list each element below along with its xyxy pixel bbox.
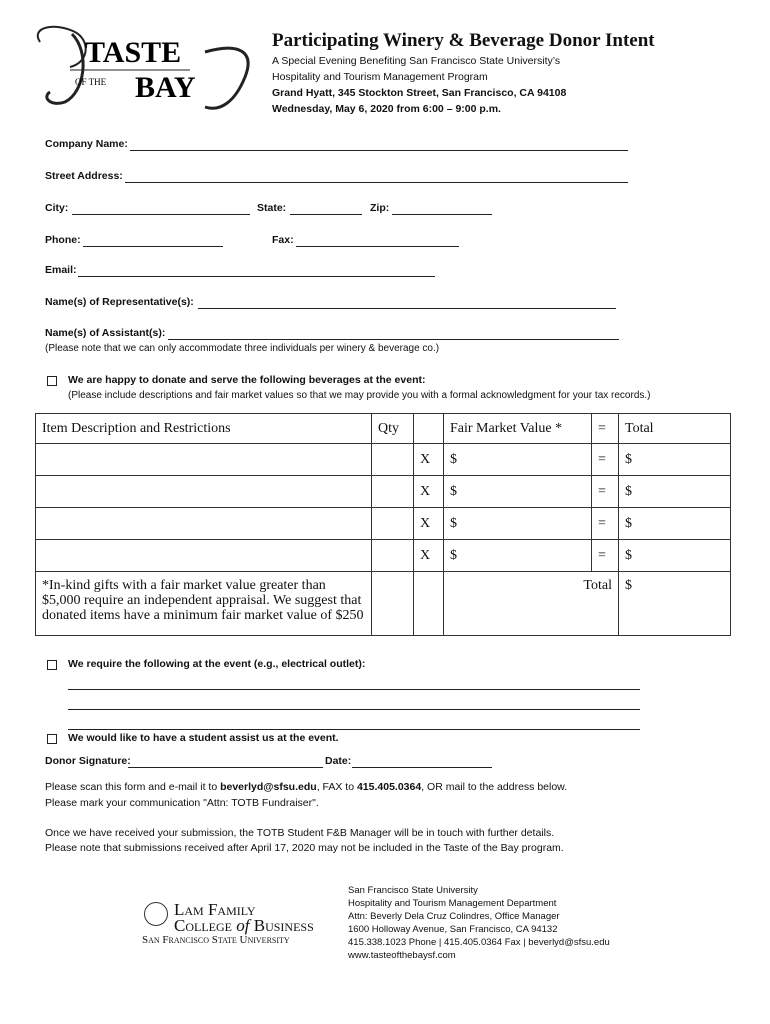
table-header-row <box>36 414 731 444</box>
representatives-field[interactable] <box>198 296 616 309</box>
state-field[interactable] <box>290 202 362 215</box>
qty-cell[interactable] <box>372 540 414 572</box>
fax-label: Fax: <box>272 234 294 246</box>
contact-fax-number: 415.405.0364 <box>356 781 422 793</box>
times-cell: X <box>414 508 444 540</box>
city-field[interactable] <box>72 202 250 215</box>
contact-line: 1600 Holloway Avenue, San Francisco, CA 94132 <box>348 924 558 935</box>
total-label: Total <box>444 572 619 636</box>
lam-college: College <box>174 916 237 935</box>
email-label: Email: <box>45 264 77 276</box>
header-equals: = <box>592 414 619 444</box>
qty-cell[interactable] <box>372 444 414 476</box>
require-line-1[interactable] <box>68 677 640 690</box>
header-qty: Qty <box>372 414 414 444</box>
equals-cell: = <box>592 444 619 476</box>
table-row <box>36 540 731 572</box>
contact-block <box>348 884 610 962</box>
total-cell[interactable]: $ <box>619 444 731 476</box>
assistants-field[interactable] <box>168 327 619 340</box>
donate-checkbox[interactable] <box>47 376 57 386</box>
header-total: Total <box>619 414 731 444</box>
donate-label: We are happy to donate and serve the following beverages at the event: <box>68 374 426 386</box>
table-row <box>36 476 731 508</box>
phone-field[interactable] <box>83 234 223 247</box>
lam-of: of <box>236 916 250 935</box>
phone-label: Phone: <box>45 234 81 246</box>
assistants-label: Name(s) of Assistant(s): <box>45 327 166 339</box>
page-title: Participating Winery & Beverage Donor Intent <box>272 30 655 51</box>
instructions-fax-text: , FAX to <box>316 781 357 793</box>
event-date: Wednesday, May 6, 2020 from 6:00 – 9:00 p.m. <box>272 103 501 115</box>
equals-cell: = <box>592 476 619 508</box>
donate-note: (Please include descriptions and fair market values so that we may provide you with a formal acknowledgment for your tax records.) <box>68 390 651 401</box>
item-description-cell[interactable] <box>36 444 372 476</box>
total-cell[interactable]: $ <box>619 508 731 540</box>
equals-cell: = <box>592 508 619 540</box>
times-cell: X <box>414 540 444 572</box>
qty-cell[interactable] <box>372 508 414 540</box>
date-label: Date: <box>325 755 352 767</box>
zip-field[interactable] <box>392 202 492 215</box>
logo-of-the: OF THE <box>75 77 107 87</box>
assistants-note: (Please note that we can only accommodate three individuals per winery & beverage co.) <box>45 343 440 354</box>
qty-total-cell <box>372 572 414 636</box>
grand-total-cell[interactable]: $ <box>619 572 731 636</box>
company-field[interactable] <box>130 138 628 151</box>
sfsu-seal-icon <box>144 902 168 926</box>
lam-line-1: Lam Family <box>174 900 256 919</box>
times-total-cell <box>414 572 444 636</box>
table-total-row <box>36 572 731 636</box>
email-field[interactable] <box>78 264 435 277</box>
contact-line: Attn: Beverly Dela Cruz Colindres, Office Manager <box>348 911 560 922</box>
student-label: We would like to have a student assist us at the event. <box>68 732 339 744</box>
city-label: City: <box>45 202 69 214</box>
fax-field[interactable] <box>296 234 459 247</box>
subtitle-benefit: A Special Evening Benefiting San Francisco State University’s <box>272 55 561 67</box>
student-checkbox[interactable] <box>47 734 57 744</box>
header-fair-market-value: Fair Market Value * <box>444 414 592 444</box>
header-item-description: Item Description and Restrictions <box>36 414 372 444</box>
contact-email-link[interactable]: beverlyd@sfsu.edu <box>220 781 317 793</box>
item-description-cell[interactable] <box>36 540 372 572</box>
instructions-followup: Once we have received your submission, the TOTB Student F&B Manager will be in touch with further details. <box>45 827 555 839</box>
require-line-2[interactable] <box>68 697 640 710</box>
state-label: State: <box>257 202 287 214</box>
value-cell[interactable]: $ <box>444 444 592 476</box>
company-label: Company Name: <box>45 138 128 150</box>
total-cell[interactable]: $ <box>619 540 731 572</box>
instructions-mail-text: , OR mail to the address below. <box>421 781 568 793</box>
instructions-deadline: Please note that submissions received after April 17, 2020 may not be included in the Taste of the Bay program. <box>45 842 564 854</box>
item-description-cell[interactable] <box>36 508 372 540</box>
require-line-3[interactable] <box>68 717 640 730</box>
appraisal-footnote: *In-kind gifts with a fair market value greater than $5,000 require an independent appraisal. We suggest that donated items have a minimum fair market value of $250 <box>36 572 372 636</box>
value-cell[interactable]: $ <box>444 540 592 572</box>
times-cell: X <box>414 444 444 476</box>
donation-table <box>35 413 731 636</box>
instructions-attn: Please mark your communication "Attn: TOTB Fundraiser". <box>45 797 319 809</box>
instructions-line-1 <box>45 780 567 795</box>
subtitle-program: Hospitality and Tourism Management Program <box>272 71 488 83</box>
venue-address: Grand Hyatt, 345 Stockton Street, San Francisco, CA 94108 <box>272 87 567 99</box>
equals-cell: = <box>592 540 619 572</box>
value-cell[interactable]: $ <box>444 508 592 540</box>
contact-website[interactable]: www.tasteofthebaysf.com <box>348 950 456 961</box>
date-field[interactable] <box>352 755 492 768</box>
require-label: We require the following at the event (e.g., electrical outlet): <box>68 658 366 670</box>
table-row <box>36 444 731 476</box>
item-description-cell[interactable] <box>36 476 372 508</box>
logo-taste: TASTE <box>85 36 182 69</box>
header-times <box>414 414 444 444</box>
signature-field[interactable] <box>128 755 323 768</box>
qty-cell[interactable] <box>372 476 414 508</box>
table-row <box>36 508 731 540</box>
lam-line-3: San Francisco State University <box>142 934 290 946</box>
contact-line: San Francisco State University <box>348 885 478 896</box>
value-cell[interactable]: $ <box>444 476 592 508</box>
total-cell[interactable]: $ <box>619 476 731 508</box>
street-field[interactable] <box>125 170 628 183</box>
require-checkbox[interactable] <box>47 660 57 670</box>
lam-business: Business <box>249 916 314 935</box>
signature-label: Donor Signature: <box>45 755 131 767</box>
zip-label: Zip: <box>370 202 390 214</box>
representatives-label: Name(s) of Representative(s): <box>45 296 194 308</box>
instructions-scan-text: Please scan this form and e-mail it to <box>45 781 221 793</box>
logo-bay: BAY <box>135 71 196 104</box>
contact-line: 415.338.1023 Phone | 415.405.0364 Fax | beverlyd@sfsu.edu <box>348 937 610 948</box>
times-cell: X <box>414 476 444 508</box>
street-label: Street Address: <box>45 170 123 182</box>
contact-line: Hospitality and Tourism Management Department <box>348 898 557 909</box>
taste-of-the-bay-logo <box>30 22 260 112</box>
lam-line-2 <box>174 916 314 936</box>
